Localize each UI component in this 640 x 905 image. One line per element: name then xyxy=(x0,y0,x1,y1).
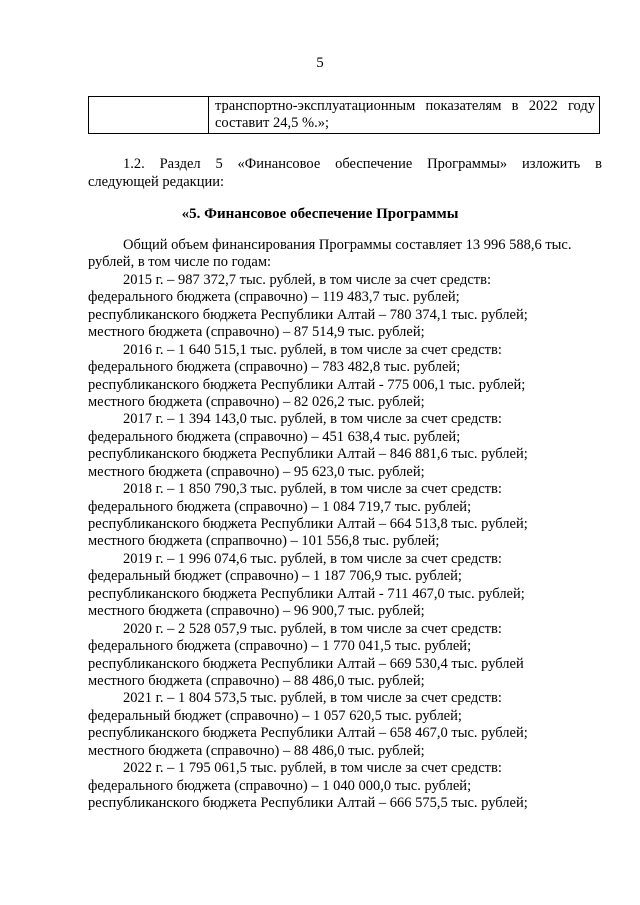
table-cell-empty xyxy=(89,97,209,133)
text-line: федерального бюджета (справочно) – 1 040 000,0 тыс. рублей; xyxy=(88,777,472,794)
text-line: 2016 г. – 1 640 515,1 тыс. рублей, в том числе за счет средств: xyxy=(123,341,502,358)
text-line: 2020 г. – 2 528 057,9 тыс. рублей, в том числе за счет средств: xyxy=(123,620,502,637)
text-line: 2017 г. – 1 394 143,0 тыс. рублей, в том числе за счет средств: xyxy=(123,411,502,428)
section-heading: «5. Финансовое обеспечение Программы xyxy=(181,206,459,222)
text-line: 2018 г. – 1 850 790,3 тыс. рублей, в том числе за счет средств: xyxy=(123,481,502,498)
financing-body xyxy=(88,237,602,812)
text-line: Общий объем финансирования Программы составляет 13 996 588,6 тыс. xyxy=(123,237,572,253)
text-line: 2022 г. – 1 795 061,5 тыс. рублей, в том числе за счет средств: xyxy=(123,760,502,777)
text-line: местного бюджета (справочно) – 88 486,0 тыс. рублей; xyxy=(88,672,425,689)
text-line: местного бюджета (справочно) – 82 026,2 тыс. рублей; xyxy=(88,393,425,410)
text-line: местного бюджета (справочно) – 95 623,0 тыс. рублей; xyxy=(88,463,425,480)
text-line: республиканского бюджета Республики Алтай – 780 374,1 тыс. рублей; xyxy=(88,306,528,323)
table-text-line: транспортно-эксплуатационным показателям в 2022 году xyxy=(215,98,595,114)
text-line: республиканского бюджета Республики Алтай – 666 575,5 тыс. рублей; xyxy=(88,795,528,811)
text-line: республиканского бюджета Республики Алтай - 711 467,0 тыс. рублей; xyxy=(88,585,525,602)
text-line: республиканского бюджета Республики Алтай – 658 467,0 тыс. рублей; xyxy=(88,725,528,742)
table-fragment xyxy=(88,96,600,134)
text-line: 2015 г. – 987 372,7 тыс. рублей, в том числе за счет средств: xyxy=(123,271,492,288)
text-line: федерального бюджета (справочно) – 119 483,7 тыс. рублей; xyxy=(88,289,460,306)
text-line: 2021 г. – 1 804 573,5 тыс. рублей, в том числе за счет средств: xyxy=(123,690,502,707)
paragraph-line: следующей редакции: xyxy=(88,173,225,190)
text-line: 2019 г. – 1 996 074,6 тыс. рублей, в том числе за счет средств: xyxy=(123,550,502,567)
text-line: федеральный бюджет (справочно) – 1 187 706,9 тыс. рублей; xyxy=(88,568,462,585)
text-line: федерального бюджета (справочно) – 1 084 719,7 тыс. рублей; xyxy=(88,498,472,515)
text-line: местного бюджета (справочно) – 88 486,0 тыс. рублей; xyxy=(88,742,425,759)
text-line: республиканского бюджета Республики Алтай - 775 006,1 тыс. рублей; xyxy=(88,376,526,393)
table-cell-text xyxy=(215,98,595,132)
text-line: местного бюджета (спрапвочно) – 101 556,8 тыс. рублей; xyxy=(88,533,440,550)
text-line: местного бюджета (справочно) – 96 900,7 тыс. рублей; xyxy=(88,603,425,620)
text-line: республиканского бюджета Республики Алтай – 664 513,8 тыс. рублей; xyxy=(88,516,528,532)
text-line: местного бюджета (справочно) – 87 514,9 тыс. рублей; xyxy=(88,324,425,341)
text-line: республиканского бюджета Республики Алтай – 846 881,6 тыс. рублей; xyxy=(88,446,528,463)
paragraph-line: 1.2. Раздел 5 «Финансовое обеспечение Программы» изложить в xyxy=(123,156,602,172)
text-line: федерального бюджета (справочно) – 451 638,4 тыс. рублей; xyxy=(88,428,461,445)
text-line: республиканского бюджета Республики Алтай – 669 530,4 тыс. рублей xyxy=(88,655,524,672)
page-number: 5 xyxy=(316,55,324,71)
section-intro-paragraph xyxy=(88,156,602,191)
table-text-line: составит 24,5 %.»; xyxy=(215,115,329,131)
text-line: федерального бюджета (справочно) – 783 482,8 тыс. рублей; xyxy=(88,359,461,376)
text-line: федеральный бюджет (справочно) – 1 057 620,5 тыс. рублей; xyxy=(88,707,462,724)
text-line: рублей, в том числе по годам: xyxy=(88,254,272,271)
text-line: федерального бюджета (справочно) – 1 770 041,5 тыс. рублей; xyxy=(88,638,472,655)
